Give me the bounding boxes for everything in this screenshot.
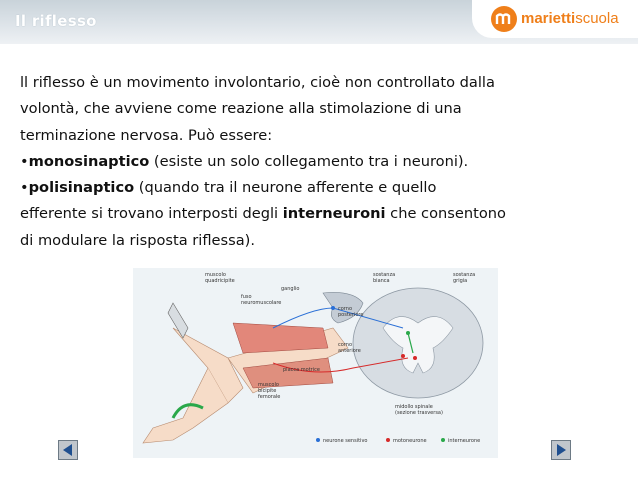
header-bar: [0, 0, 638, 44]
label-corno-post-1: corno: [338, 306, 353, 312]
next-button[interactable]: [551, 440, 571, 460]
interneuroni-term: interneuroni: [282, 205, 386, 223]
label-grigia-2: grigia: [453, 278, 468, 284]
logo-icon: [491, 6, 517, 32]
label-corno-post-2: posteriore: [338, 312, 364, 318]
legend-label-sensitivo: neurone sensitivo: [323, 438, 368, 444]
figure-legend: [316, 438, 480, 444]
intro-line-2: volontà, che avviene come reazione alla stimolazione di una: [20, 100, 462, 118]
label-ganglio: ganglio: [281, 286, 300, 292]
reflex-arc-diagram: [133, 268, 498, 458]
label-midollo-1: midollo spinale: [395, 404, 433, 410]
brand-light: scuola: [575, 10, 619, 27]
label-bicipite-1: muscolo: [258, 382, 279, 388]
label-bianca-1: sostanza: [373, 272, 396, 278]
label-bicipite-3: femorale: [258, 394, 281, 400]
triangle-left-icon: [59, 441, 77, 459]
mono-bullet: •: [20, 152, 29, 170]
brand-bold: marietti: [521, 10, 576, 27]
poli-bullet: •: [20, 179, 29, 197]
brand-logo: [521, 10, 619, 27]
poli-line-2: [20, 201, 620, 227]
legend-label-interneurone: interneurone: [448, 438, 481, 444]
intro-line-1: ll riflesso è un movimento involontario, cioè non controllato dalla: [20, 74, 495, 91]
legend-dot-interneurone: [441, 438, 445, 442]
prev-button[interactable]: [58, 440, 78, 460]
label-corno-ant-2: anteriore: [338, 348, 361, 354]
poli-item: [20, 175, 620, 201]
mono-item: [20, 149, 620, 175]
legend-dot-sensitivo: [316, 438, 320, 442]
poli-desc-3: che consentono: [385, 205, 506, 223]
label-midollo-2: (sezione trasversa): [395, 410, 443, 416]
poli-desc-1: (quando tra il neurone afferente e quello: [134, 179, 437, 197]
ganglion-dot: [331, 306, 335, 310]
triangle-right-icon: [552, 441, 570, 459]
legend-label-motoneurone: motoneurone: [393, 438, 427, 444]
body-text: [20, 70, 620, 254]
mono-term: monosinaptico: [28, 152, 150, 170]
label-corno-ant-1: corno: [338, 342, 353, 348]
motoneuron-dot-1: [401, 354, 405, 358]
label-quadricipite-2: quadricipite: [205, 278, 235, 284]
legend-dot-motoneurone: [386, 438, 390, 442]
label-fuso-1: fuso: [241, 294, 252, 300]
quadricipite-muscle: [233, 323, 328, 353]
motoneuron-dot-2: [413, 356, 417, 360]
label-fuso-2: neuromuscolare: [241, 300, 282, 306]
label-grigia-1: sostanza: [453, 272, 476, 278]
page-title: Il riflesso: [15, 12, 97, 30]
poli-desc-2: efferente si trovano interposti degli: [20, 205, 283, 223]
intro-line-3: terminazione nervosa. Può essere:: [20, 126, 273, 144]
label-bianca-2: bianca: [373, 278, 390, 284]
poli-term: polisinaptico: [28, 179, 135, 197]
label-bicipite-2: bicipite: [258, 388, 277, 394]
label-quadricipite-1: muscolo: [205, 272, 226, 278]
mono-desc: (esiste un solo collegamento tra i neuroni).: [149, 152, 469, 170]
interneuron-dot: [406, 331, 410, 335]
poli-line-3: di modulare la risposta riflessa).: [20, 231, 256, 249]
label-placca: placca motrice: [283, 367, 320, 373]
